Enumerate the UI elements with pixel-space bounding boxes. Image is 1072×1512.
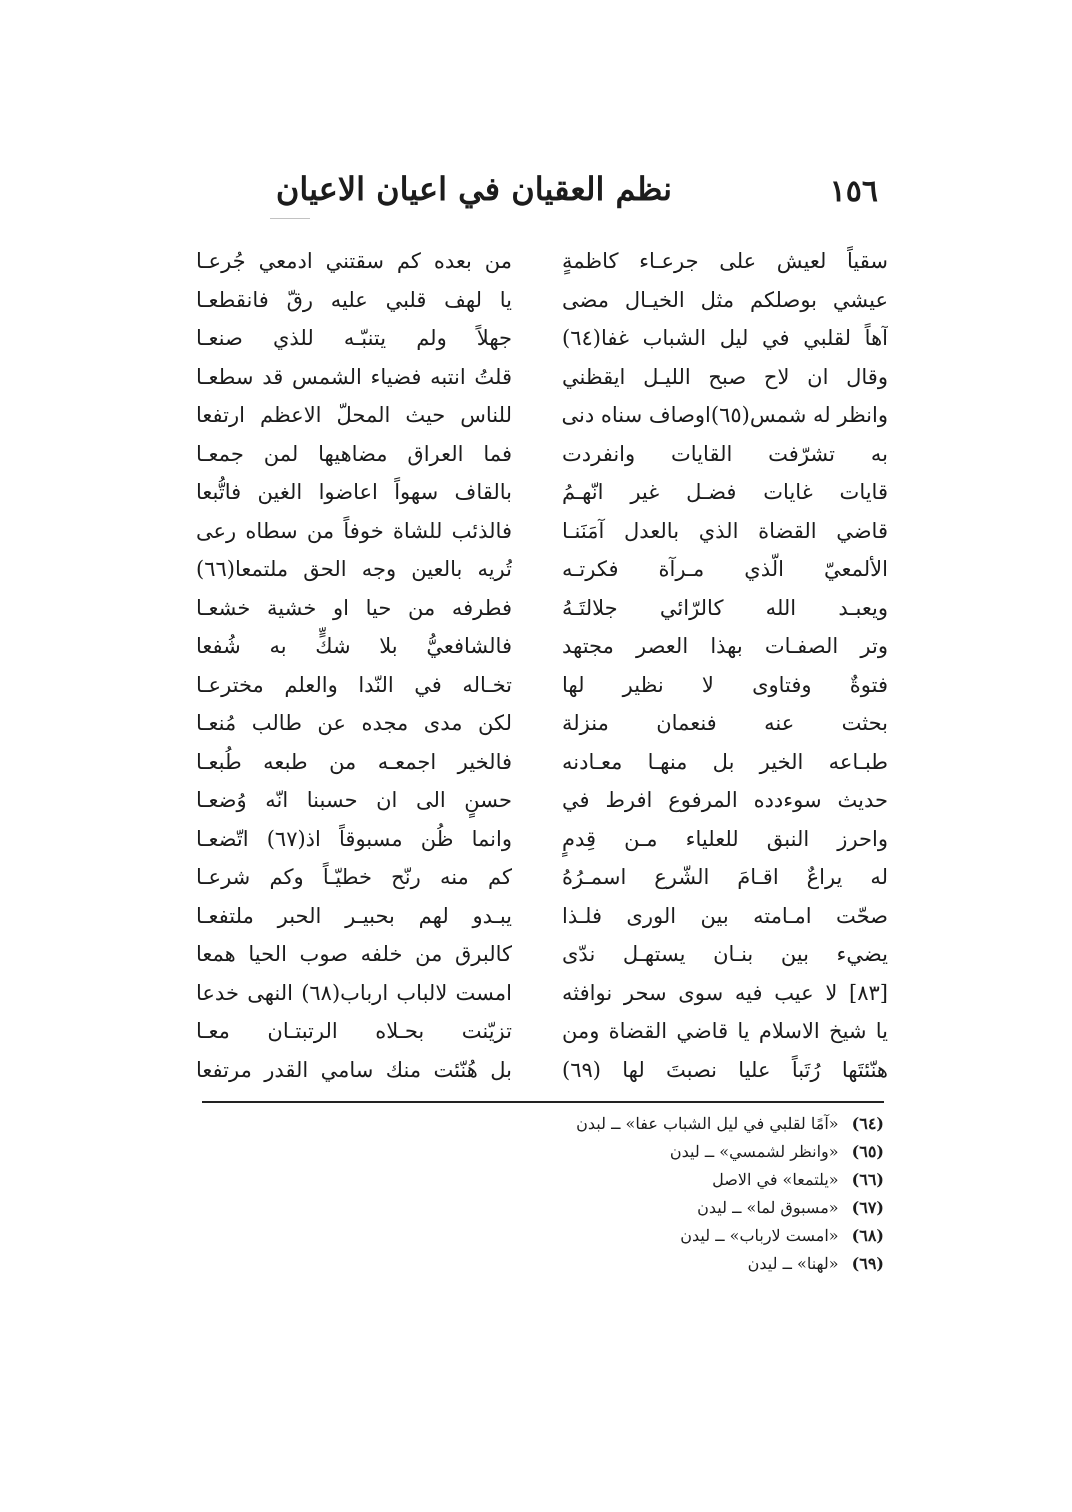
verse-hemistich: تُريه بالعين وجه الحق ملتمعا(٦٦) (196, 557, 512, 581)
verse-hemistich: كم منه رنّح خطيّـاً وكم شرعـا (196, 865, 512, 889)
footnote (284, 1250, 884, 1278)
verse-hemistich: قلتُ انتبه فضياء الشمس قد سطعـا (196, 364, 512, 389)
verse-hemistich: وتر الصفـات بهذا العصر مجتهد (562, 634, 888, 658)
footnote (284, 1194, 884, 1222)
verse-hemistich: من بعده كم سقتني ادمعي جُرعـا (196, 249, 512, 273)
poem-left-column (196, 242, 512, 1089)
footnote-marker: (٦٧) (851, 1198, 884, 1217)
verse-hemistich: فالذئب للشاة خوفاً من سطاه رعى (196, 518, 512, 543)
footnote (284, 1222, 884, 1250)
verse-hemistich: جهلاً ولم يتنبّـه للذي صنعـا (196, 326, 512, 350)
footnote (284, 1138, 884, 1166)
verse-hemistich: ويعبـد الله كالرّائي جلالتَـهُ (562, 595, 888, 620)
footnote-text: «يلتمعا» في الاصل (712, 1170, 839, 1189)
verse-hemistich: يضيء بين بنـان يستهـل ندّى (562, 942, 888, 966)
verse-hemistich: للناس حيث المحلّ الاعظم ارتفعا (196, 403, 512, 427)
footnote-marker: (٦٤) (851, 1114, 884, 1133)
verse-hemistich: واحرز النبق للعلياء مـن قِدمٍ (562, 826, 888, 851)
verse-hemistich: هنّئتَها رُتَباً عليا نصبتَ لها (٦٩) (562, 1057, 888, 1082)
verse-hemistich: وقال ان لاح صبح الليـل ايقظني (562, 364, 888, 389)
verse-hemistich: يبـدو لهم بحبيـر الحبر ملتفعـا (196, 903, 512, 928)
footnote-marker: (٦٥) (851, 1142, 884, 1161)
verse-hemistich: فالشافعيُّ بلا شكٍّ به شُفعا (196, 634, 512, 658)
verse-hemistich: فالخير اجمعـه من طبعه طُبعـا (196, 749, 512, 774)
footnotes (284, 1110, 884, 1278)
verse-hemistich: وانظر له شمس(٦٥)اوصاف سناه دنى (562, 403, 888, 427)
verse-hemistich: تخـاله في النّدا والعلم مخترعـا (196, 672, 512, 697)
footnote-text: «وانظر لشمسي» ــ ليدن (669, 1142, 839, 1161)
poem-right-column (562, 242, 888, 1089)
footnote-marker: (٦٦) (851, 1170, 884, 1189)
verse-hemistich: صحّت امـامته بين الورى فلـذا (562, 903, 888, 928)
verse-hemistich: عيشي بوصلكم مثل الخيـال مضى (562, 287, 888, 312)
page-header (200, 168, 878, 218)
verse-hemistich: قاضي القضاة الذي بالعدل آمَنَنـا (562, 518, 888, 543)
verse-hemistich: فما العراق مضاهيها لمن جمعـا (196, 441, 512, 466)
verse-hemistich: فتوةٌ وفتاوى لا نظير لها (562, 672, 888, 697)
verse-hemistich: آهاً لقلبي في ليل الشباب غفا(٦٤) (562, 326, 888, 350)
footnote-divider (202, 1101, 884, 1103)
verse-hemistich: له يراعٌ اقـامَ الشّرع اسمـرُهُ (562, 865, 888, 889)
running-title: نظم العقيان في اعيان الاعيان (275, 170, 672, 208)
verse-hemistich: وانما ظُن مسبوقاً اذ(٦٧) اتّضعـا (196, 826, 512, 851)
footnote-text: «مسبوق لما» ــ ليدن (697, 1198, 839, 1217)
footnote-text: «امست لارباب» ــ ليدن (680, 1226, 839, 1245)
verse-hemistich: يا شيخ الاسلام يا قاضي القضاة ومن (562, 1019, 888, 1043)
verse-hemistich: [٨٣] لا عيب فيه سوى سحر نوافثه (562, 980, 888, 1005)
footnote-marker: (٦٩) (851, 1254, 884, 1273)
verse-hemistich: سقياً لعيش على جرعـاء كاظمةٍ (562, 249, 888, 273)
verse-hemistich: يا لهف قلبي عليه رقّ فانقطعـا (196, 287, 512, 312)
verse-hemistich: لكن مدى مجده عن طالب مُنعـا (196, 711, 512, 735)
footnote-marker: (٦٨) (851, 1226, 884, 1245)
verse-hemistich: طبـاعه الخير بل منهـا معـادنه (562, 749, 888, 774)
footnote (284, 1166, 884, 1194)
verse-hemistich: به تشرّفت القايات وانفردت (562, 441, 888, 466)
verse-hemistich: بل هُنّئت منك سامي القدر مرتفعا (196, 1057, 512, 1082)
footnote-text: «آمًا لقلبي في ليل الشباب عفا» ــ لبدن (576, 1114, 839, 1133)
page-number: ١٥٦ (829, 174, 878, 209)
verse-hemistich: تزيّنت بحـلاه الرتبتـان معـا (196, 1019, 512, 1043)
footnote (284, 1110, 884, 1138)
poem-body (196, 242, 888, 1092)
verse-hemistich: قايات غايات فضـل غير انّهـمُ (562, 480, 888, 504)
verse-hemistich: حسنٍ الى ان حسبنا انّه وُضعـا (196, 788, 512, 812)
verse-hemistich: بحثت عنه فنعمان منزلة (562, 711, 888, 735)
header-mark (270, 218, 310, 219)
verse-hemistich: امست لالباب ارباب(٦٨) النهى خدعا (196, 980, 512, 1005)
verse-hemistich: فطرفه من حيا او خشية خشعـا (196, 595, 512, 620)
footnote-text: «لهنا» ــ ليدن (747, 1254, 839, 1273)
verse-hemistich: بالقاف سهواً اعاضوا الغين فاتُّبعا (196, 480, 512, 504)
verse-hemistich: حديث سوءدده المرفوع افرط في (562, 788, 888, 812)
verse-hemistich: الألمعيّ الّذي مـرآة فكرتـه (562, 557, 888, 581)
verse-hemistich: كالبرق من خلفه صوب الحيا همعا (196, 942, 512, 966)
